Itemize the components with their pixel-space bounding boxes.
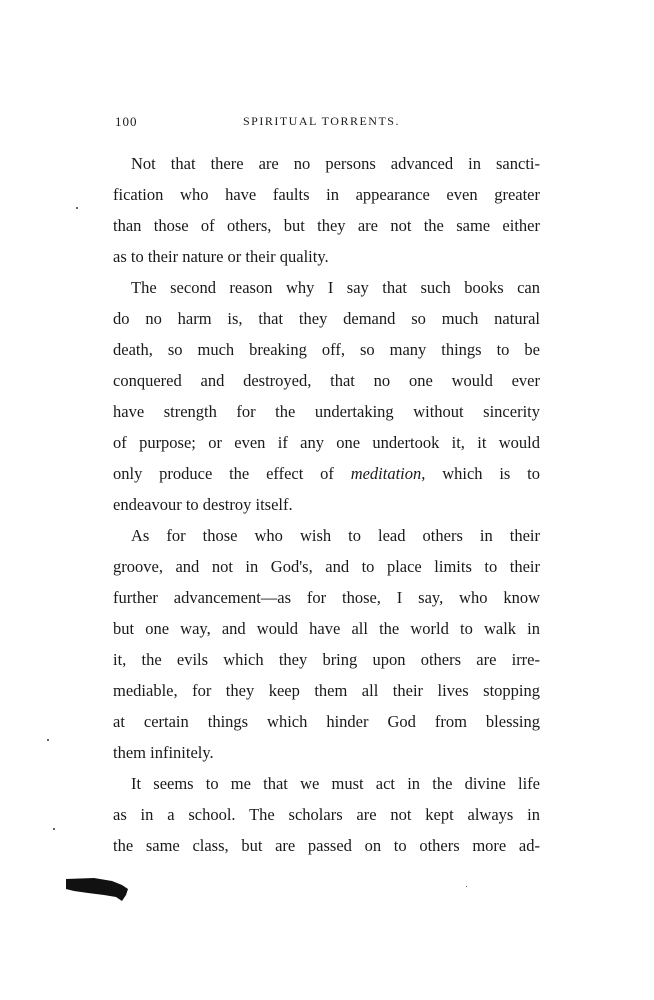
- text-line: The second reason why I say that such books can: [131, 278, 540, 297]
- paragraph: [113, 148, 540, 272]
- text-line: Not that there are no persons advanced in sancti-: [131, 154, 540, 173]
- scan-speck: [466, 886, 467, 887]
- text-line: fication who have faults in appearance even greater: [113, 185, 540, 204]
- text-fragment: only produce the effect of: [113, 464, 334, 483]
- text-line: conquered and destroyed, that no one would ever: [113, 371, 540, 390]
- text-line-with-italic: [113, 458, 540, 489]
- text-line: mediable, for they keep them all their lives stopping: [113, 681, 540, 700]
- text-line: the same class, but are passed on to others more ad-: [113, 836, 540, 855]
- text-line: groove, and not in God's, and to place limits to their: [113, 557, 540, 576]
- text-line: as to their nature or their quality.: [113, 247, 329, 266]
- scan-speck: [76, 207, 78, 209]
- body-text: [113, 148, 540, 861]
- text-line: endeavour to destroy itself.: [113, 495, 293, 514]
- paragraph: [113, 272, 540, 520]
- text-line: do no harm is, that they demand so much natural: [113, 309, 540, 328]
- scan-speck: [47, 739, 49, 741]
- text-line: but one way, and would have all the world to walk in: [113, 619, 540, 638]
- text-fragment: which is to: [442, 464, 540, 483]
- text-line: as in a school. The scholars are not kept always in: [113, 805, 540, 824]
- text-line: of purpose; or even if any one undertook it, it would: [113, 433, 540, 452]
- page-header: [113, 114, 540, 134]
- page-number: 100: [115, 114, 138, 129]
- running-title: SPIRITUAL TORRENTS.: [243, 114, 400, 128]
- text-line: further advancement—as for those, I say, who know: [113, 588, 540, 607]
- scan-speck: [53, 828, 55, 830]
- text-line: have strength for the undertaking without sincerity: [113, 402, 540, 421]
- text-line: It seems to me that we must act in the divine life: [131, 774, 540, 793]
- text-line: it, the evils which they bring upon others are irre-: [113, 650, 540, 669]
- paragraph: [113, 768, 540, 861]
- paragraph: [113, 520, 540, 768]
- text-line: than those of others, but they are not the same either: [113, 216, 540, 235]
- italic-word: meditation,: [350, 464, 426, 483]
- text-line: As for those who wish to lead others in their: [131, 526, 540, 545]
- ink-blot: [64, 875, 130, 903]
- text-line: them infinitely.: [113, 743, 214, 762]
- text-line: death, so much breaking off, so many things to be: [113, 340, 540, 359]
- text-line: at certain things which hinder God from blessing: [113, 712, 540, 731]
